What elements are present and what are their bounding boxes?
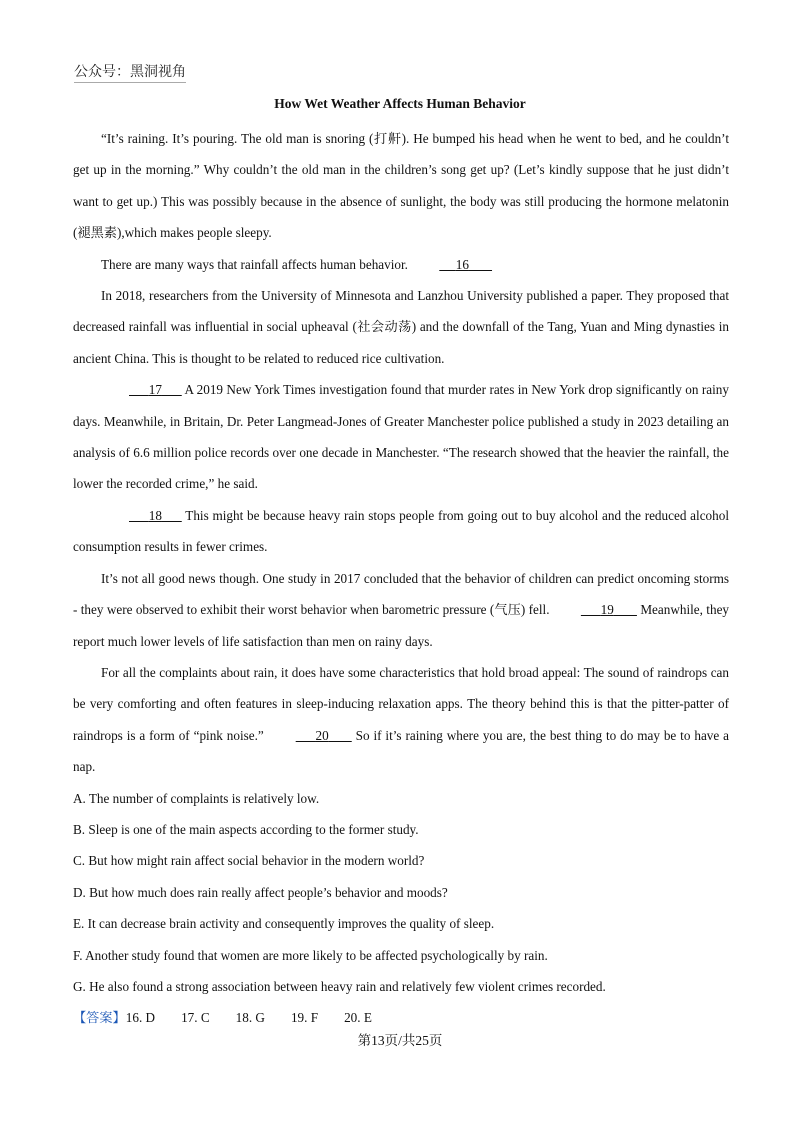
blank-16: 16	[455, 256, 469, 272]
page-number: 第13页/共25页	[357, 1033, 443, 1048]
blank-19: 19	[600, 602, 614, 618]
option-d: D. But how much does rain really affect people’s behavior and moods?	[73, 884, 448, 900]
paragraph-7	[73, 657, 729, 783]
paragraph-5	[73, 500, 729, 563]
paragraph-6-text-a: It’s not all good news though. One study in 2017 concluded that the behavior of children can predict oncoming storms - they were observed to exhibit their worst behavior when barometric pressure (气压) fell.	[73, 570, 729, 618]
blank-20: 20	[315, 727, 329, 743]
option-g: G. He also found a strong association between heavy rain and relatively few violent crimes recorded.	[73, 978, 606, 994]
article-body	[73, 123, 729, 1034]
paragraph-6-text-b: Meanwhile, they report much lower levels of life satisfaction than men on rainy days.	[73, 602, 730, 649]
paragraph-7-text-b: So if it’s raining where you are, the best thing to do may be to have a nap.	[73, 727, 729, 775]
paragraph-4	[73, 374, 729, 500]
paragraph-7-text-a: For all the complaints about rain, it does have some characteristics that hold broad appeal: The sound of raindrops can be very comforting and often features in sleep-inducing relaxation apps. The theory behind this is that the pitter-patter of raindrops is a form of “pink noise.”	[73, 664, 729, 743]
paragraph-1: “It’s raining. It’s pouring. The old man is snoring (打鼾). He bumped his head when he went to bed, and he couldn’t get up in the morning.” Why couldn’t the old man in the children’s song get up? (Let’s kindly suppose that he just didn’t want to get up.) This was possibly because in the absence of sunlight, the body was still producing the hormone melatonin (褪黑素),which makes people sleepy.	[73, 131, 729, 241]
paragraph-5-text: This might be because heavy rain stops people from going out to buy alcohol and the reduced alcohol consumption results in fewer crimes.	[73, 507, 730, 555]
paragraph-2	[73, 249, 729, 280]
answer-item: 16. D	[125, 1010, 156, 1026]
option-f: F. Another study found that women are more likely to be affected psychologically by rain.	[73, 947, 548, 963]
article-title: How Wet Weather Affects Human Behavior	[274, 96, 526, 111]
paragraph-3: In 2018, researchers from the University of Minnesota and Lanzhou University published a paper. They proposed that decreased rainfall was influential in social upheaval (社会动荡) and the downfall of the Tang, Yuan and Ming dynasties in ancient China. This is thought to be related to reduced rice cultivation.	[73, 288, 729, 366]
answer-item: 19. F	[290, 1010, 319, 1026]
option-b: B. Sleep is one of the main aspects according to the former study.	[73, 821, 419, 837]
blank-17: 17	[148, 382, 162, 398]
blank-18: 18	[148, 507, 162, 523]
answer-item: 18. G	[235, 1010, 265, 1026]
option-e: E. It can decrease brain activity and consequently improves the quality of sleep.	[73, 916, 495, 932]
answer-item: 17. C	[181, 1010, 210, 1026]
paragraph-6	[73, 563, 729, 657]
answer-label: 【答案】	[73, 1010, 126, 1026]
option-c: C. But how might rain affect social behavior in the modern world?	[73, 853, 425, 869]
paragraph-2-text: There are many ways that rainfall affects human behavior.	[101, 256, 408, 272]
paragraph-4-text: A 2019 New York Times investigation found that murder rates in New York drop significantly on rainy days. Meanwhile, in Britain, Dr. Peter Langmead-Jones of Greater Manchester police published a study in 2023 detailing an analysis of 6.6 million police records over one decade in Manchester. “The research showed that the heavier the rainfall, the lower the recorded crime,” he said.	[73, 382, 729, 492]
watermark-text: 公众号：黑洞视角	[74, 61, 186, 83]
answer-item: 20. E	[344, 1010, 372, 1026]
option-a: A. The number of complaints is relatively low.	[73, 790, 320, 806]
